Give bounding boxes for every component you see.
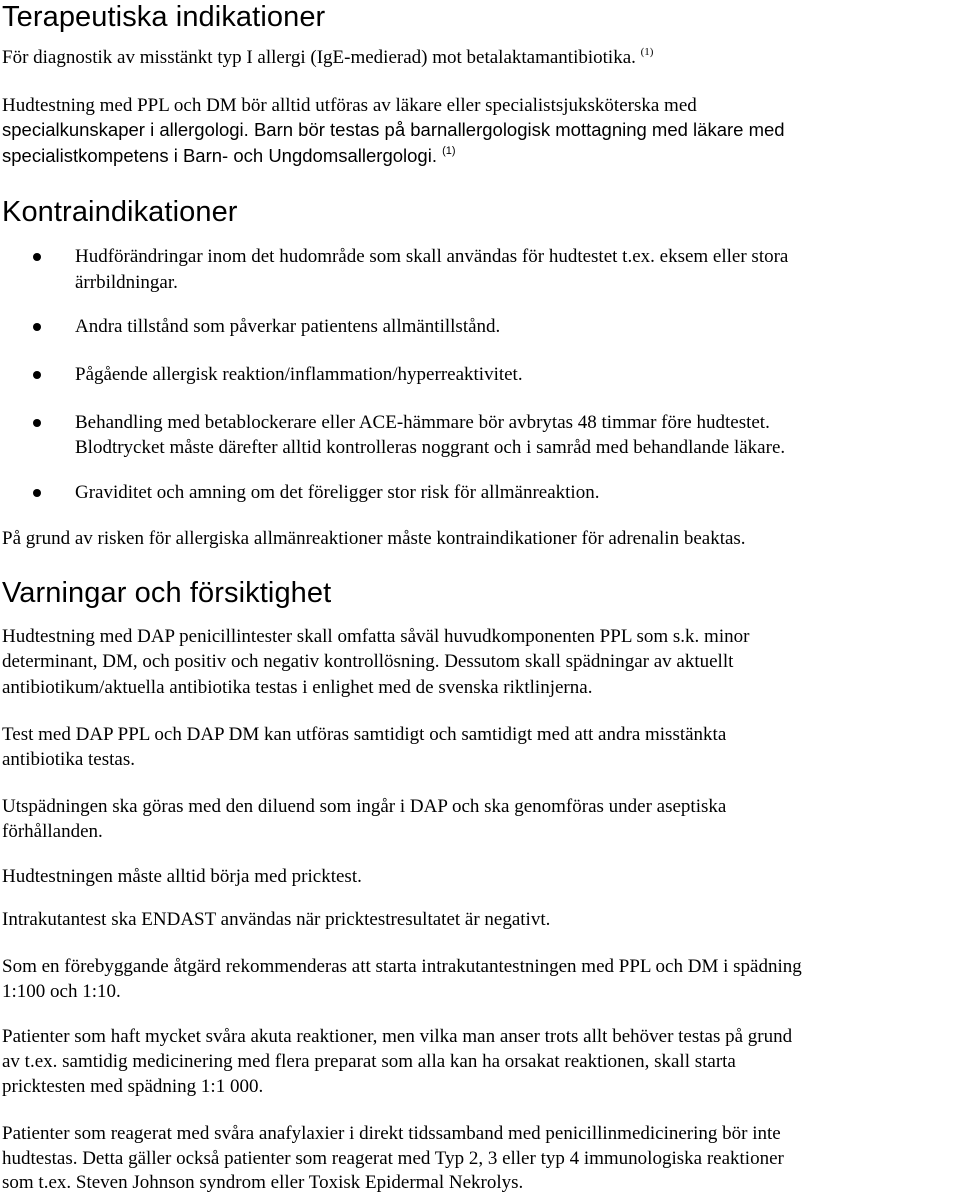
heading-varningar-och-forsiktighet: Varningar och försiktighet: [2, 577, 332, 609]
contraindication-item: Behandling med betablockerare eller ACE-hämmare bör avbrytas 48 timmar före hudtestet.: [75, 412, 770, 433]
paragraph-line: specialkunskaper i allergologi. Barn bör testas på barnallergologisk mottagning med läkare med: [2, 119, 785, 140]
paragraph-line: som t.ex. Steven Johnson syndrom eller Toxisk Epidermal Nekrolys.: [2, 1172, 524, 1193]
contraindication-item-continued: ärrbildningar.: [75, 272, 178, 293]
paragraph-line: förhållanden.: [2, 821, 103, 842]
contraindication-item: Andra tillstånd som påverkar patientens allmäntillstånd.: [75, 316, 501, 337]
paragraph-line: Patienter som reagerat med svåra anafylaxier i direkt tidssamband med penicillinmedicinering bör inte: [2, 1123, 781, 1144]
indication-line: [2, 47, 653, 69]
contraindication-item: Hudförändringar inom det hudområde som skall användas för hudtestet t.ex. eksem eller stora: [75, 246, 789, 267]
bullet-icon: [33, 489, 41, 497]
contraindication-item: Pågående allergisk reaktion/inflammation/hyperreaktivitet.: [75, 364, 523, 385]
paragraph-text: specialistkompetens i Barn- och Ungdomsallergologi.: [2, 145, 437, 166]
paragraph-line: antibiotika testas.: [2, 749, 135, 770]
paragraph-line: Patienter som haft mycket svåra akuta reaktioner, men vilka man anser trots allt behöver testas på grund: [2, 1026, 793, 1047]
reference-marker: (1): [442, 145, 456, 157]
paragraph-line: Som en förebyggande åtgärd rekommenderas att starta intrakutantestningen med PPL och DM i spädning: [2, 956, 802, 977]
paragraph-line: [2, 145, 456, 167]
paragraph-line: Utspädningen ska göras med den diluend som ingår i DAP och ska genomföras under aseptiska: [2, 796, 727, 817]
bullet-icon: [33, 253, 41, 261]
paragraph-line: Hudtestning med DAP penicillintester skall omfatta såväl huvudkomponenten PPL som s.k. minor: [2, 626, 750, 647]
bullet-icon: [33, 371, 41, 379]
paragraph-line: Intrakutantest ska ENDAST användas när pricktestresultatet är negativt.: [2, 909, 551, 930]
paragraph-line: 1:100 och 1:10.: [2, 981, 121, 1002]
paragraph-line: antibiotikum/aktuella antibiotika testas i enlighet med de svenska riktlinjerna.: [2, 677, 593, 698]
paragraph-line: hudtestas. Detta gäller också patienter som reagerat med Typ 2, 3 eller typ 4 immunologiska reaktioner: [2, 1148, 784, 1169]
heading-terapeutiska-indikationer: Terapeutiska indikationer: [2, 1, 326, 33]
paragraph-line: På grund av risken för allergiska allmänreaktioner måste kontraindikationer för adrenalin beaktas.: [2, 528, 746, 549]
indication-text: För diagnostik av misstänkt typ I allergi (IgE-medierad) mot betalaktamantibiotika.: [2, 47, 636, 68]
bullet-icon: [33, 323, 41, 331]
paragraph-line: pricktesten med spädning 1:1 000.: [2, 1076, 264, 1097]
paragraph-line: Test med DAP PPL och DAP DM kan utföras samtidigt och samtidigt med att andra misstänkta: [2, 724, 727, 745]
bullet-icon: [33, 419, 41, 427]
reference-marker: (1): [640, 46, 654, 58]
paragraph-line: av t.ex. samtidig medicinering med flera preparat som alla kan ha orsakat reaktionen, skall starta: [2, 1051, 736, 1072]
contraindication-item: Graviditet och amning om det föreligger stor risk för allmänreaktion.: [75, 482, 600, 503]
paragraph-line: Hudtestningen måste alltid börja med pricktest.: [2, 866, 362, 887]
paragraph-line: Hudtestning med PPL och DM bör alltid utföras av läkare eller specialistsjuksköterska med: [2, 95, 697, 116]
contraindication-item-continued: Blodtrycket måste därefter alltid kontrolleras noggrant och i samråd med behandlande läkare.: [75, 437, 786, 458]
heading-kontraindikationer: Kontraindikationer: [2, 196, 238, 228]
paragraph-line: determinant, DM, och positiv och negativ kontrollösning. Dessutom skall spädningar av aktuellt: [2, 651, 734, 672]
